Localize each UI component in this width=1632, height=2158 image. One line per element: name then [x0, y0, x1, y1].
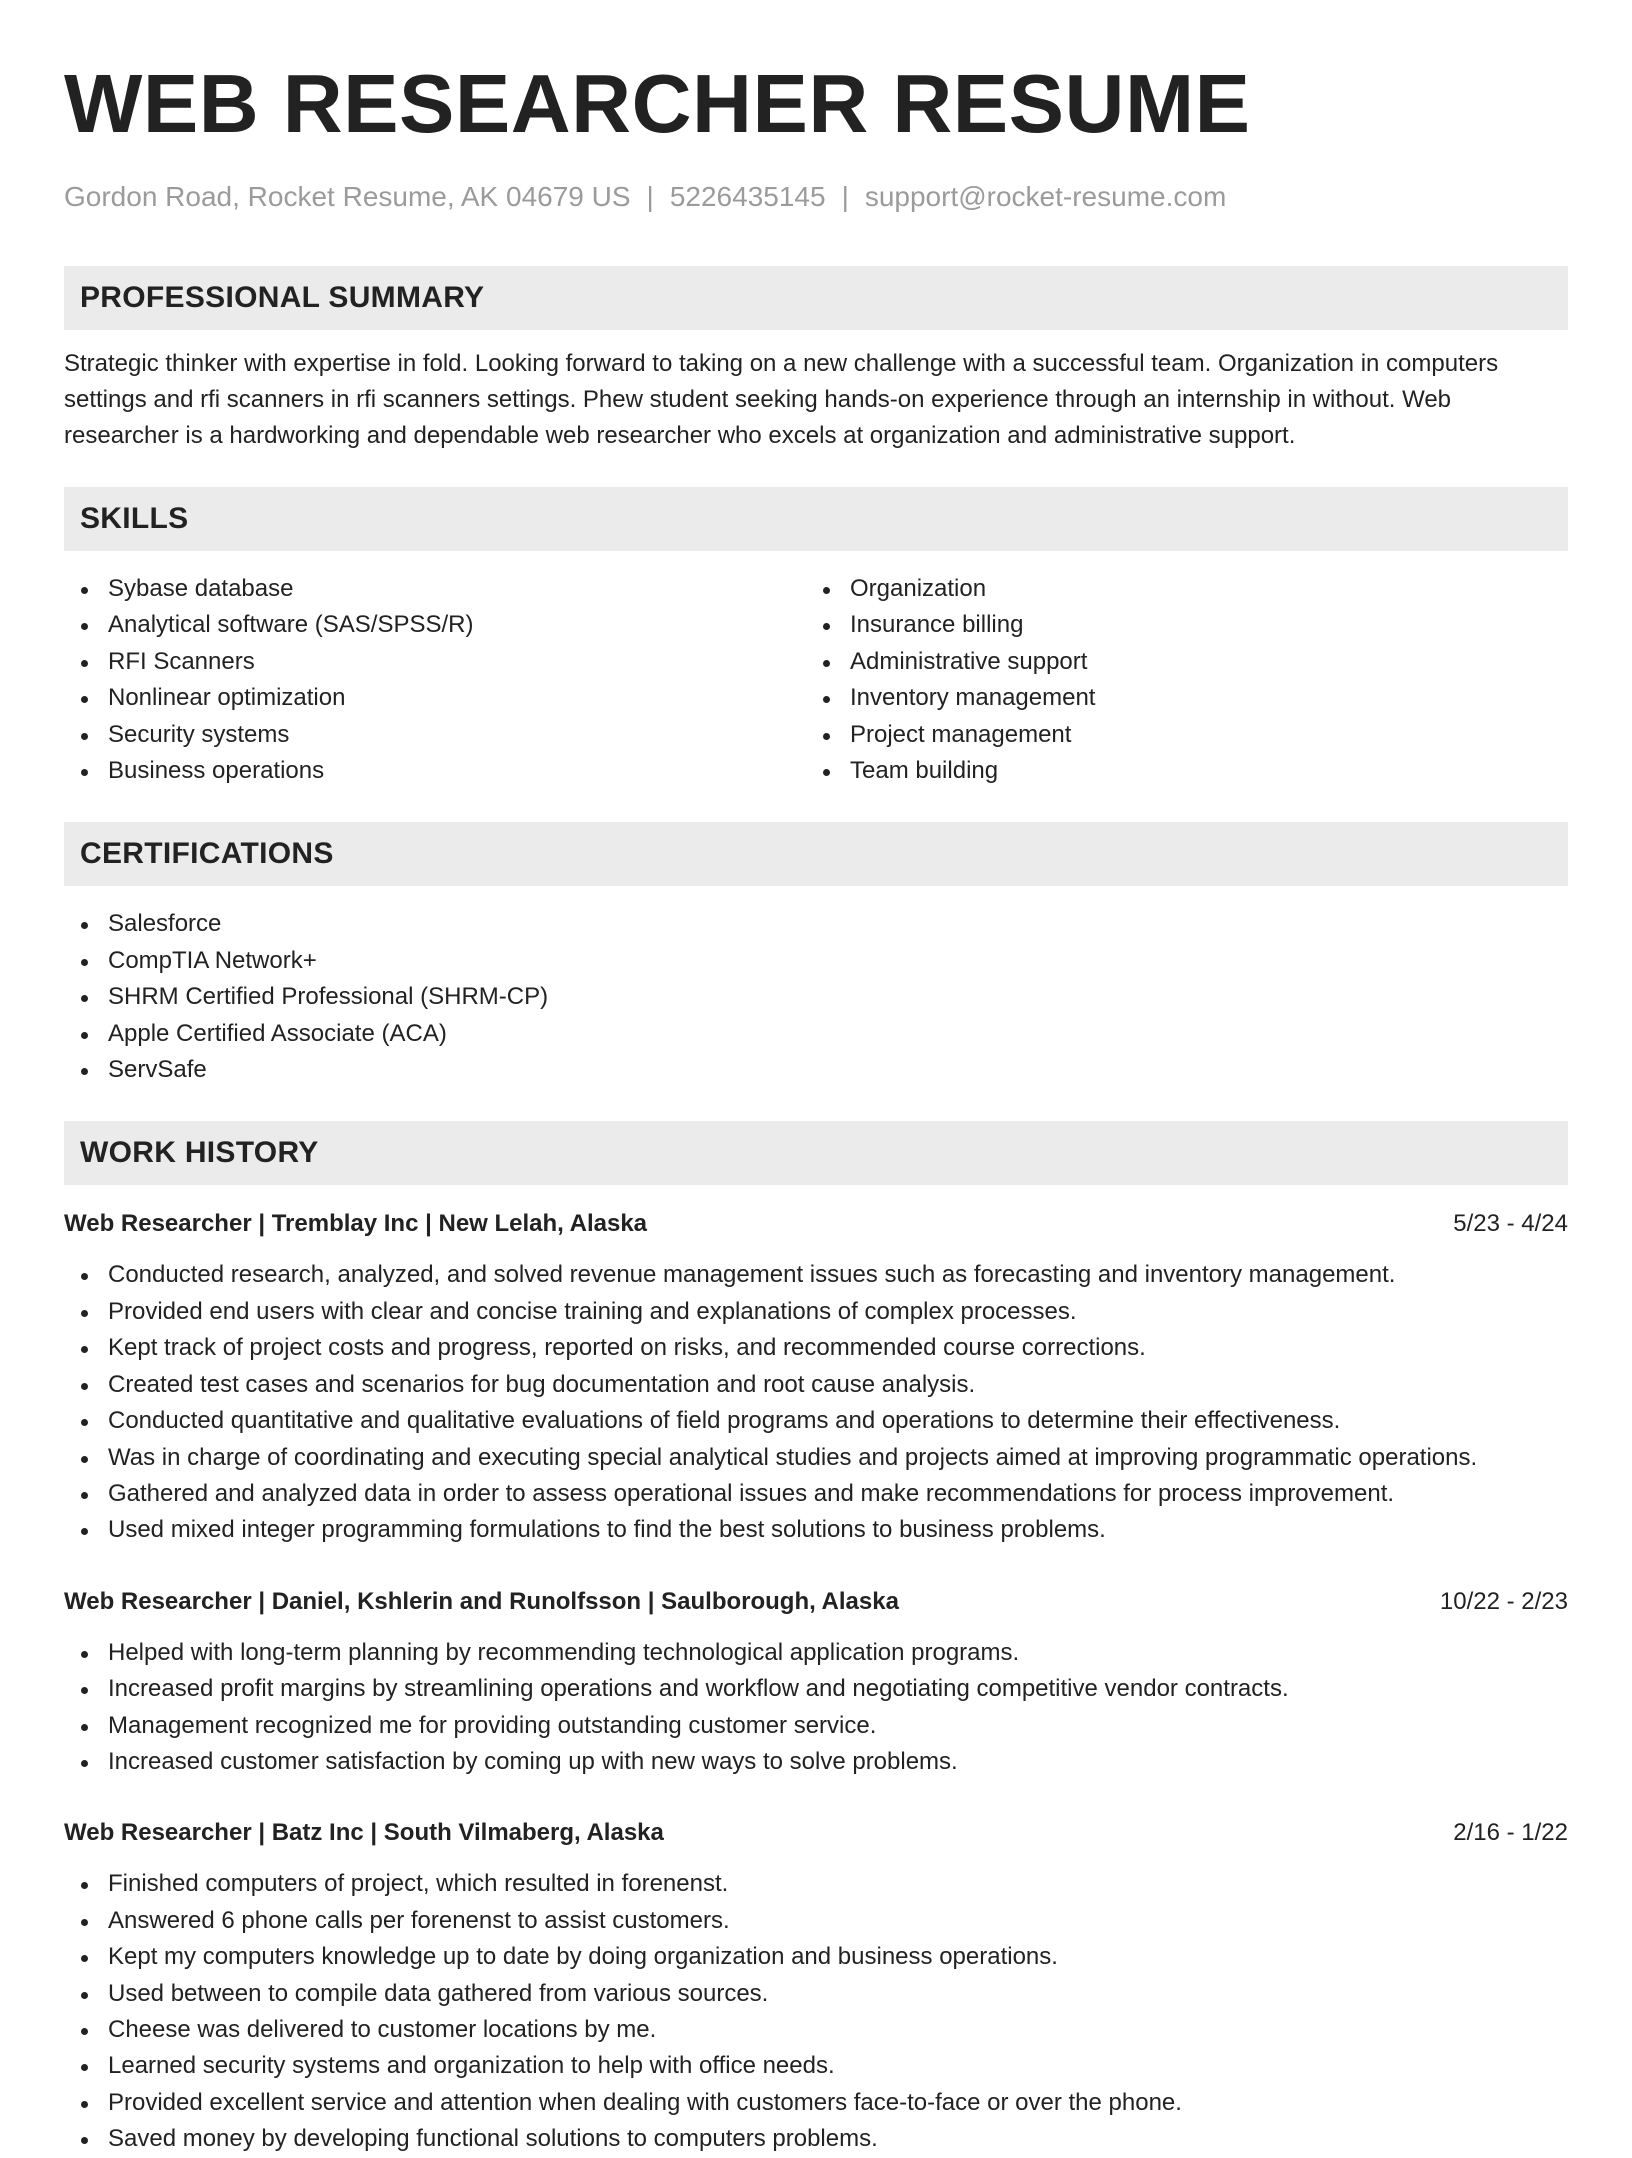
certifications-list [64, 906, 1568, 1088]
skill-item: Team building [806, 753, 1548, 789]
job-bullet: Increased profit margins by streamlining operations and workflow and negotiating competitive vendor contracts. [64, 1671, 1568, 1707]
skills-grid [64, 551, 1568, 789]
job-bullet: Cheese was delivered to customer locations by me. [64, 2012, 1568, 2048]
section-heading-skills: SKILLS [64, 487, 1568, 551]
skill-item: Project management [806, 717, 1548, 753]
skill-item: Nonlinear optimization [64, 680, 806, 716]
section-heading-certifications: CERTIFICATIONS [64, 822, 1568, 886]
job-bullet: Increased customer satisfaction by coming up with new ways to solve problems. [64, 1744, 1568, 1780]
job-bullet: Management recognized me for providing outstanding customer service. [64, 1708, 1568, 1744]
job-dates: 5/23 - 4/24 [1453, 1210, 1568, 1238]
skill-item: Inventory management [806, 680, 1548, 716]
job-entry [64, 1585, 1568, 1781]
certification-item: ServSafe [64, 1052, 1568, 1088]
job-entry [64, 1207, 1568, 1548]
job-bullet-list [64, 1635, 1568, 1781]
job-bullet: Gathered and analyzed data in order to assess operational issues and make recommendations for process improvement. [64, 1476, 1568, 1512]
job-bullet: Answered 6 phone calls per forenenst to assist customers. [64, 1903, 1568, 1939]
contact-address: Gordon Road, Rocket Resume, AK 04679 US [64, 181, 631, 212]
certification-item: SHRM Certified Professional (SHRM-CP) [64, 979, 1568, 1015]
job-bullet-list [64, 1866, 1568, 2157]
skill-item: Insurance billing [806, 607, 1548, 643]
contact-phone: 5226435145 [669, 181, 826, 212]
summary-text: Strategic thinker with expertise in fold. Looking forward to taking on a new challenge with a successful team. Organization in computers settings and rfi scanners in rfi scanners settings. Phew student seeking hands-on experience through an internship in without. Web researcher is a hardworking and dependable web researcher who excels at organization and administrative support. [64, 350, 1499, 449]
skills-left-list [64, 571, 806, 789]
job-bullet: Conducted quantitative and qualitative evaluations of field programs and operations to determine their effectiveness. [64, 1403, 1568, 1439]
job-bullet: Kept track of project costs and progress, reported on risks, and recommended course corrections. [64, 1330, 1568, 1366]
job-header [64, 1207, 1568, 1241]
job-bullet: Used between to compile data gathered from various sources. [64, 1976, 1568, 2012]
skill-item: Security systems [64, 717, 806, 753]
skill-item: Sybase database [64, 571, 806, 607]
job-bullet: Created test cases and scenarios for bug documentation and root cause analysis. [64, 1367, 1568, 1403]
job-header [64, 1585, 1568, 1619]
job-bullet: Used mixed integer programming formulations to find the best solutions to business problems. [64, 1512, 1568, 1548]
job-bullet: Helped with long-term planning by recommending technological application programs. [64, 1635, 1568, 1671]
job-entry [64, 1816, 1568, 2157]
section-heading-summary: PROFESSIONAL SUMMARY [64, 266, 1568, 330]
contact-separator: | [646, 181, 654, 212]
job-dates: 2/16 - 1/22 [1453, 1819, 1568, 1847]
job-bullet: Learned security systems and organization to help with office needs. [64, 2048, 1568, 2084]
job-bullet: Saved money by developing functional solutions to computers problems. [64, 2121, 1568, 2157]
contact-line [64, 180, 1568, 214]
skills-right-list [806, 571, 1548, 789]
certification-item: CompTIA Network+ [64, 943, 1568, 979]
job-bullet: Kept my computers knowledge up to date by doing organization and business operations. [64, 1939, 1568, 1975]
job-bullet: Provided end users with clear and concise training and explanations of complex processes. [64, 1294, 1568, 1330]
skill-item: RFI Scanners [64, 644, 806, 680]
resume-title: WEB RESEARCHER RESUME [64, 57, 1251, 150]
certification-item: Salesforce [64, 906, 1568, 942]
section-heading-work-history: WORK HISTORY [64, 1121, 1568, 1185]
job-bullet-list [64, 1257, 1568, 1548]
skill-item: Business operations [64, 753, 806, 789]
contact-separator: | [841, 181, 849, 212]
job-title: Web Researcher | Tremblay Inc | New Lelah, Alaska [64, 1210, 648, 1238]
job-bullet: Was in charge of coordinating and executing special analytical studies and projects aimed at improving programmatic operations. [64, 1440, 1568, 1476]
skill-item: Administrative support [806, 644, 1548, 680]
job-title: Web Researcher | Daniel, Kshlerin and Runolfsson | Saulborough, Alaska [64, 1587, 899, 1615]
skill-item: Analytical software (SAS/SPSS/R) [64, 607, 806, 643]
skill-item: Organization [806, 571, 1548, 607]
job-bullet: Finished computers of project, which resulted in forenenst. [64, 1866, 1568, 1902]
job-title: Web Researcher | Batz Inc | South Vilmaberg, Alaska [64, 1819, 664, 1847]
contact-email: support@rocket-resume.com [864, 181, 1227, 212]
job-header [64, 1816, 1568, 1850]
certification-item: Apple Certified Associate (ACA) [64, 1016, 1568, 1052]
job-dates: 10/22 - 2/23 [1439, 1587, 1568, 1615]
job-bullet: Provided excellent service and attention when dealing with customers face-to-face or over the phone. [64, 2085, 1568, 2121]
job-bullet: Conducted research, analyzed, and solved revenue management issues such as forecasting and inventory management. [64, 1257, 1568, 1293]
